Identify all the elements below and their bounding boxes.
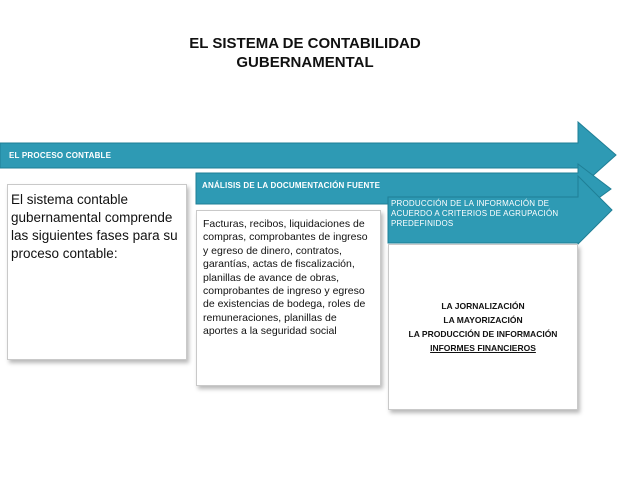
phase-item: LA PRODUCCIÓN DE INFORMACIÓN — [408, 329, 558, 339]
phase-item: INFORMES FINANCIEROS — [430, 343, 536, 353]
title-line-1: EL SISTEMA DE CONTABILIDAD — [189, 35, 421, 52]
phase-item: LA MAYORIZACIÓN — [443, 315, 523, 325]
stage-2-text: Facturas, recibos, liquidaciones de compras, comprobantes de ingreso y egreso de dinero, contratos, garantías, actas de fiscalización, planillas de avance de obras, comprobantes de ingreso y egreso de existencias de bodega, roles de remuneraciones, planillas de aportes a la seguridad social — [203, 218, 368, 338]
stage-1-text: El sistema contable gubernamental comprende las siguientes fases para su proceso contable: — [11, 192, 178, 261]
stage-2-box — [196, 210, 381, 386]
stage-1-box — [7, 184, 187, 360]
stage-2-header: ANÁLISIS DE LA DOCUMENTACIÓN FUENTE — [202, 181, 381, 190]
stage-1-header: EL PROCESO CONTABLE — [9, 151, 112, 160]
stage-3-box — [388, 244, 578, 410]
stage-3-header: PRODUCCIÓN DE LA INFORMACIÓN DE ACUERDO A CRITERIOS DE AGRUPACIÓN PREDEFINIDOS — [391, 199, 559, 228]
phase-item: LA JORNALIZACIÓN — [441, 301, 525, 311]
title-line-2: GUBERNAMENTAL — [236, 54, 374, 71]
